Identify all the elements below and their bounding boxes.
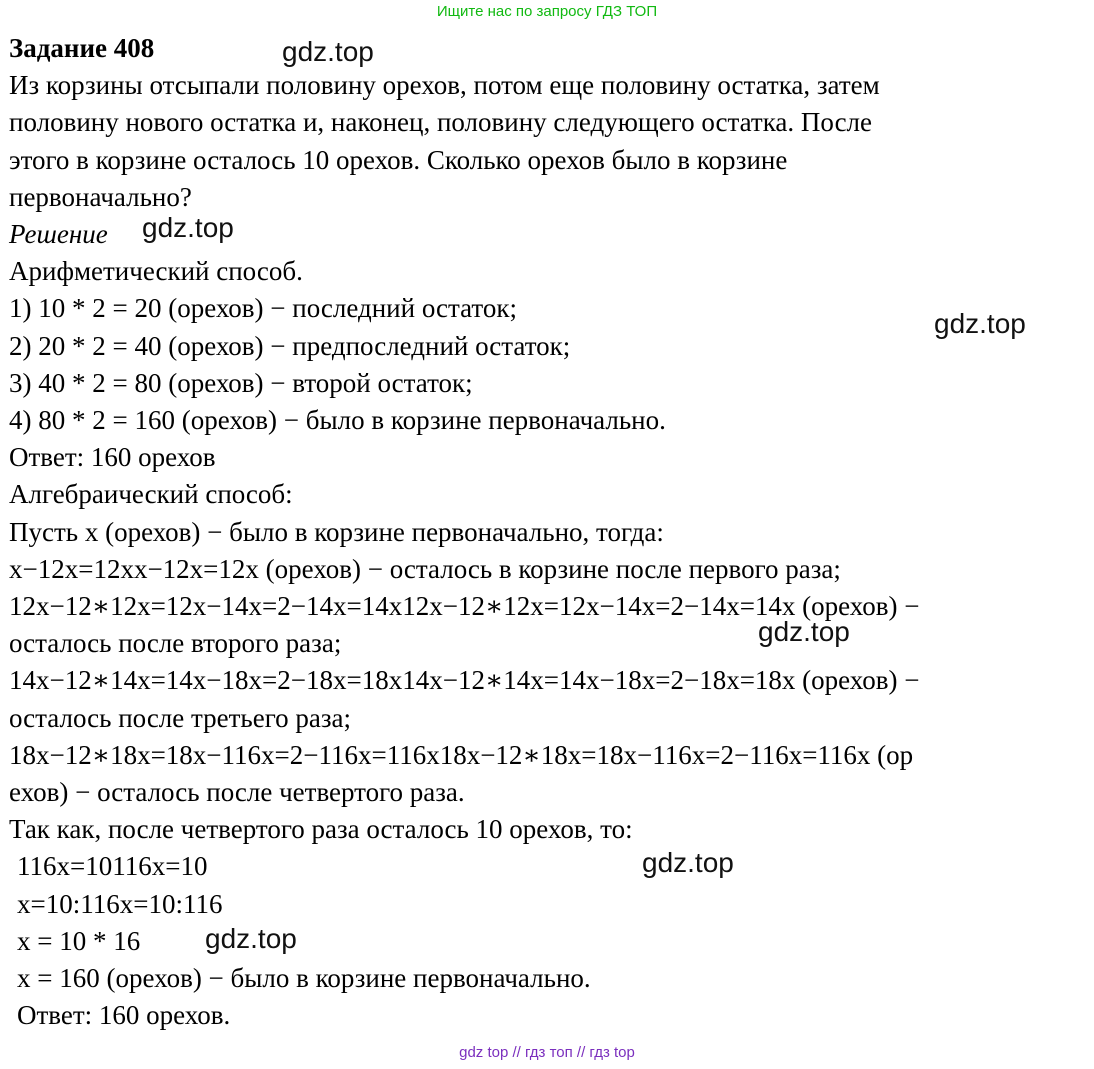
problem-line: этого в корзине осталось 10 орехов. Сколько орехов было в корзине: [9, 144, 788, 175]
final-line: x = 160 (орехов) − было в корзине первоначально.: [17, 963, 591, 994]
final-line: x=10:116x=10:116: [17, 888, 223, 919]
watermark: gdz.top: [142, 212, 234, 243]
algebraic-line: 12x−12∗12x=12x−14x=2−14x=14x12x−12∗12x=12x−14x=2−14x=14x (орехов) −: [9, 591, 920, 622]
task-title: Задание 408: [9, 33, 155, 63]
final-answer: Ответ: 160 орехов.: [17, 1000, 231, 1031]
arithmetic-answer: Ответ: 160 орехов: [9, 442, 216, 473]
final-line: x = 10 * 16: [17, 925, 141, 956]
solution-label: Решение: [9, 219, 108, 250]
algebraic-line: ехов) − осталось после четвертого раза.: [9, 777, 465, 808]
watermark: gdz.top: [642, 847, 734, 878]
bottom-banner[interactable]: gdz top // гдз топ // гдз top: [459, 1044, 635, 1061]
algebraic-line: Так как, после четвертого раза осталось 10 орехов, то:: [9, 814, 633, 845]
watermark: gdz.top: [282, 36, 374, 67]
final-line: 116x=10116x=10: [17, 851, 208, 882]
watermark: gdz.top: [758, 616, 850, 647]
algebraic-line: 14x−12∗14x=14x−18x=2−18x=18x14x−12∗14x=14x−18x=2−18x=18x (орехов) −: [9, 665, 920, 696]
algebraic-line: осталось после второго раза;: [9, 628, 342, 659]
algebraic-line: x−12x=12xx−12x=12x (орехов) − осталось в корзине после первого раза;: [9, 553, 841, 584]
top-banner[interactable]: Ищите нас по запросу ГДЗ ТОП: [436, 3, 658, 20]
arithmetic-heading: Арифметический способ.: [9, 256, 303, 287]
arithmetic-step: 3) 40 * 2 = 80 (орехов) − второй остаток;: [9, 367, 473, 398]
task-content: [9, 30, 1089, 1034]
algebraic-heading: Алгебраический способ:: [9, 479, 293, 510]
arithmetic-step: 1) 10 * 2 = 20 (орехов) − последний остаток;: [9, 293, 517, 324]
arithmetic-step: 4) 80 * 2 = 160 (орехов) − было в корзине первоначально.: [9, 405, 666, 436]
watermark: gdz.top: [934, 308, 1026, 339]
arithmetic-step: 2) 20 * 2 = 40 (орехов) − предпоследний остаток;: [9, 330, 571, 361]
watermark: gdz.top: [205, 923, 297, 954]
algebraic-line: осталось после третьего раза;: [9, 702, 352, 733]
algebraic-line: Пусть x (орехов) − было в корзине первоначально, тогда:: [9, 516, 664, 547]
problem-line: Из корзины отсыпали половину орехов, потом еще половину остатка, затем: [9, 70, 880, 101]
problem-line: первоначально?: [9, 181, 192, 212]
problem-line: половину нового остатка и, наконец, половину следующего остатка. После: [9, 107, 873, 138]
algebraic-line: 18x−12∗18x=18x−116x=2−116x=116x18x−12∗18x=18x−116x=2−116x=116x (ор: [9, 739, 914, 770]
